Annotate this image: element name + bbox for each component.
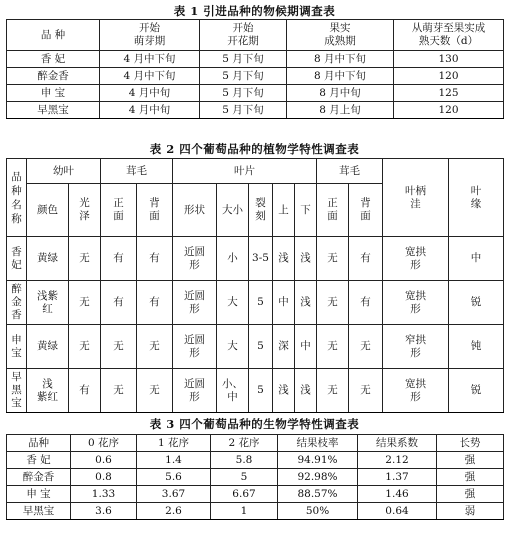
table3-cell: 5: [211, 469, 278, 486]
table2-cell: 近圆 形: [173, 281, 217, 325]
table3-header-cell: 1 花序: [137, 435, 211, 452]
table3-header-cell: 品种: [7, 435, 71, 452]
table2-cell: 5: [249, 281, 273, 325]
table1-cell: 5 月下旬: [200, 85, 287, 102]
table2-cell: 无: [349, 325, 383, 369]
table2-margin-header: 叶 缘: [449, 159, 504, 237]
table3-cell: 5.8: [211, 452, 278, 469]
table1-cell: 4 月中旬: [100, 85, 200, 102]
table2-cell: 无: [317, 281, 349, 325]
table3-cell: 申 宝: [7, 486, 71, 503]
table3-cell: 0.8: [71, 469, 137, 486]
table3-header-cell: 2 花序: [211, 435, 278, 452]
table3-header-cell: 结果枝率: [278, 435, 358, 452]
table2-young-leaf-header: 幼叶: [27, 159, 101, 184]
table3-row: [7, 486, 504, 503]
table1-cell: 4 月中旬: [100, 102, 200, 119]
botanical-table: [6, 158, 504, 413]
table2-cell: 宽拱 形: [383, 281, 449, 325]
table3-cell: 1.33: [71, 486, 137, 503]
table3-cell: 6.67: [211, 486, 278, 503]
table3-cell: 0.64: [358, 503, 437, 520]
table1-cell: 120: [394, 68, 504, 85]
table3-cell: 2.6: [137, 503, 211, 520]
table2-cell: 浅 紫红: [27, 369, 69, 413]
table1-cell: 130: [394, 51, 504, 68]
table1-header-cell: 从萌芽至果实成 熟天数（d）: [394, 20, 504, 51]
table2-cell: 无: [69, 325, 101, 369]
table2-header-row-1: [7, 159, 504, 184]
table2-cell: 5: [249, 369, 273, 413]
table3-cell: 88.57%: [278, 486, 358, 503]
table2-hair2-header: 茸毛: [317, 159, 383, 184]
table2-subheader-cell: 下: [295, 184, 317, 237]
table2-cell: 中: [273, 281, 295, 325]
table3-cell: 50%: [278, 503, 358, 520]
table2-cell: 无: [69, 281, 101, 325]
table1-header-cell: 开始 开花期: [200, 20, 287, 51]
table2-cell: 无: [69, 237, 101, 281]
table2-cell: 大: [217, 281, 249, 325]
table1-cell: 5 月下旬: [200, 51, 287, 68]
table2-cell: 醉 金 香: [7, 281, 27, 325]
table2-subheader-cell: 形状: [173, 184, 217, 237]
table1-cell: 8 月上旬: [287, 102, 394, 119]
table2-cell: 无: [317, 369, 349, 413]
table2-subheader-cell: 大小: [217, 184, 249, 237]
table2-cell: 3-5: [249, 237, 273, 281]
table1-cell: 5 月下旬: [200, 68, 287, 85]
table1-row: [7, 51, 504, 68]
table2-cell: 香 妃: [7, 237, 27, 281]
table1-cell: 早黑宝: [7, 102, 100, 119]
table2-cell: 有: [69, 369, 101, 413]
table3-cell: 3.6: [71, 503, 137, 520]
table3-caption: 表 3 四个葡萄品种的生物学特性调查表: [149, 417, 360, 431]
table3-cell: 强: [437, 486, 504, 503]
table2-cell: 浅: [295, 237, 317, 281]
table3-header-row: [7, 435, 504, 452]
table2-cell: 大: [217, 325, 249, 369]
table2-cell: 浅紫 红: [27, 281, 69, 325]
table2-cell: 无: [349, 369, 383, 413]
table2-row: [7, 369, 504, 413]
table2-cell: 小、 中: [217, 369, 249, 413]
table1-cell: 4 月中下旬: [100, 51, 200, 68]
table3-cell: 强: [437, 452, 504, 469]
table2-variety-header: 品 种 名 称: [7, 159, 27, 237]
table2-cell: 宽拱 形: [383, 369, 449, 413]
table2-cell: 锐: [449, 369, 504, 413]
table1-cell: 8 月中下旬: [287, 51, 394, 68]
table2-subheader-cell: 背 面: [349, 184, 383, 237]
table2-cell: 近圆 形: [173, 369, 217, 413]
table2-cell: 有: [349, 237, 383, 281]
table2-cell: 无: [101, 369, 137, 413]
table1-header-cell: 果实 成熟期: [287, 20, 394, 51]
table1-row: [7, 85, 504, 102]
table3-header-cell: 0 花序: [71, 435, 137, 452]
table2-cell: 无: [137, 325, 173, 369]
table1-cell: 8 月中下旬: [287, 68, 394, 85]
table2-cell: 近圆 形: [173, 325, 217, 369]
table2-cell: 申 宝: [7, 325, 27, 369]
table3-cell: 1.37: [358, 469, 437, 486]
table2-cell: 无: [137, 369, 173, 413]
table2-subheader-cell: 颜色: [27, 184, 69, 237]
table2-cell: 锐: [449, 281, 504, 325]
table3-header-cell: 长势: [437, 435, 504, 452]
table1-row: [7, 68, 504, 85]
table3-cell: 强: [437, 469, 504, 486]
table1-cell: 4 月中下旬: [100, 68, 200, 85]
table1-header-cell: 开始 萌芽期: [100, 20, 200, 51]
table2-petiole-header: 叶柄 洼: [383, 159, 449, 237]
table2-cell: 有: [349, 281, 383, 325]
table2-row: [7, 281, 504, 325]
phenology-table: [6, 19, 504, 119]
table2-cell: 5: [249, 325, 273, 369]
table2-cell: 中: [449, 237, 504, 281]
table1-cell: 8 月中旬: [287, 85, 394, 102]
table3-cell: 92.98%: [278, 469, 358, 486]
table2-subheader-cell: 裂 刻: [249, 184, 273, 237]
table2-subheader-cell: 正 面: [317, 184, 349, 237]
table2-cell: 钝: [449, 325, 504, 369]
table2-cell: 小: [217, 237, 249, 281]
table3-cell: 1: [211, 503, 278, 520]
table3-cell: 早黑宝: [7, 503, 71, 520]
table2-cell: 有: [137, 237, 173, 281]
table2-cell: 浅: [295, 369, 317, 413]
table1-cell: 125: [394, 85, 504, 102]
table2-cell: 浅: [273, 369, 295, 413]
table1-cell: 醉金香: [7, 68, 100, 85]
biological-table: [6, 434, 504, 520]
table2-cell: 宽拱 形: [383, 237, 449, 281]
table2-row: [7, 325, 504, 369]
table2-cell: 浅: [295, 281, 317, 325]
table2-cell: 浅: [273, 237, 295, 281]
table2-subheader-cell: 光 泽: [69, 184, 101, 237]
table3-cell: 香 妃: [7, 452, 71, 469]
table3-cell: 弱: [437, 503, 504, 520]
table1-cell: 申 宝: [7, 85, 100, 102]
table2-subheader-cell: 正 面: [101, 184, 137, 237]
table3-row: [7, 503, 504, 520]
table1-cell: 香 妃: [7, 51, 100, 68]
table2-hair1-header: 茸毛: [101, 159, 173, 184]
table2-cell: 黄绿: [27, 325, 69, 369]
table2-cell: 无: [101, 325, 137, 369]
table2-cell: 有: [101, 237, 137, 281]
table3-cell: 5.6: [137, 469, 211, 486]
table2-cell: 有: [101, 281, 137, 325]
table2-cell: 中: [295, 325, 317, 369]
table2-cell: 有: [137, 281, 173, 325]
table3-cell: 0.6: [71, 452, 137, 469]
table1-header-cell: 品 种: [7, 20, 100, 51]
table1-row: [7, 102, 504, 119]
table3-cell: 3.67: [137, 486, 211, 503]
table3-cell: 1.46: [358, 486, 437, 503]
table2-cell: 早 黑 宝: [7, 369, 27, 413]
table1-header-row: [7, 20, 504, 51]
table2-cell: 窄拱 形: [383, 325, 449, 369]
table3-cell: 94.91%: [278, 452, 358, 469]
table2-row: [7, 237, 504, 281]
table3-cell: 2.12: [358, 452, 437, 469]
table3-cell: 醉金香: [7, 469, 71, 486]
table1-caption: 表 1 引进品种的物候期调查表: [173, 4, 336, 18]
table2-leaf-header: 叶片: [173, 159, 317, 184]
table2-subheader-cell: 上: [273, 184, 295, 237]
table3-row: [7, 469, 504, 486]
table3-header-cell: 结果系数: [358, 435, 437, 452]
table1-cell: 5 月下旬: [200, 102, 287, 119]
table2-subheader-cell: 背 面: [137, 184, 173, 237]
table2-cell: 黄绿: [27, 237, 69, 281]
table3-row: [7, 452, 504, 469]
table2-cell: 无: [317, 237, 349, 281]
table2-cell: 近圆 形: [173, 237, 217, 281]
table1-cell: 120: [394, 102, 504, 119]
table2-cell: 无: [317, 325, 349, 369]
table2-caption: 表 2 四个葡萄品种的植物学特性调查表: [149, 142, 360, 156]
table3-cell: 1.4: [137, 452, 211, 469]
table2-cell: 深: [273, 325, 295, 369]
